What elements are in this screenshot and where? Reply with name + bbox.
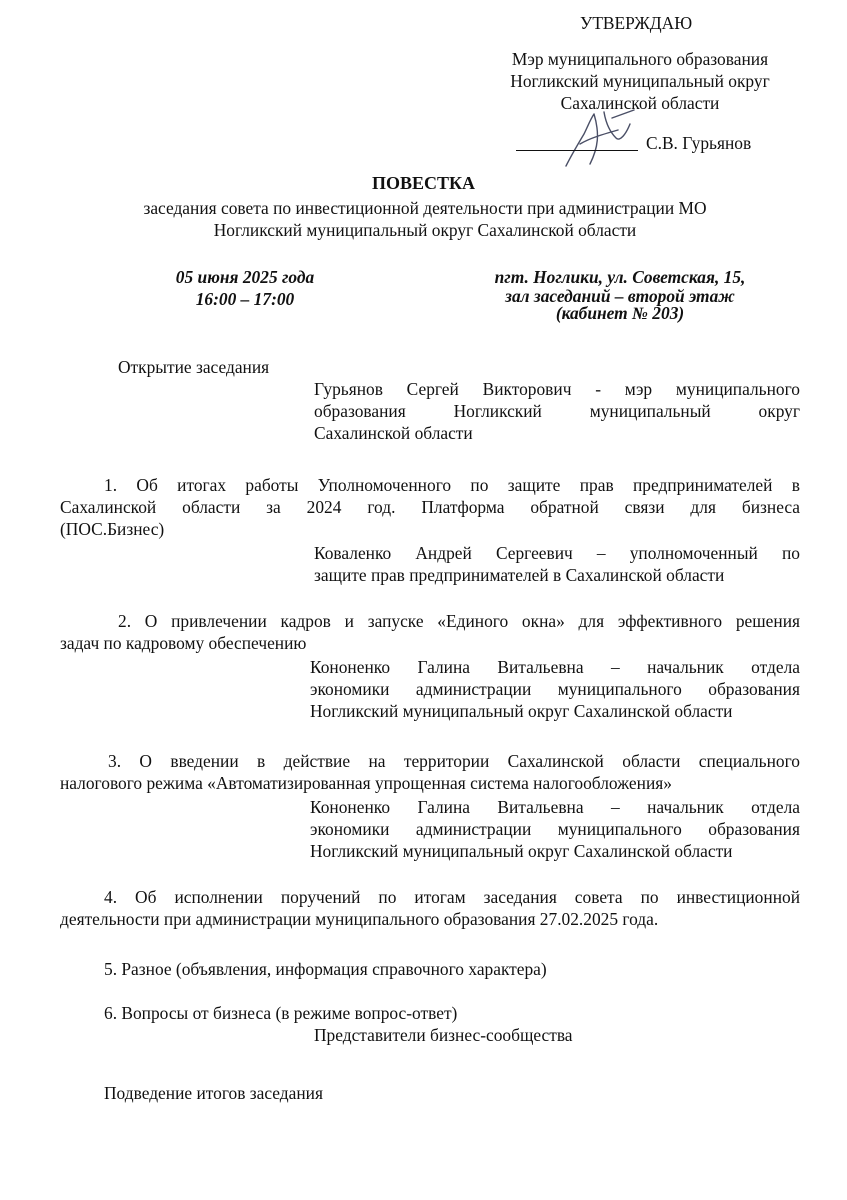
speaker-line: защите прав предпринимателей в Сахалинской области: [314, 565, 725, 585]
approval-line: Мэр муниципального образования: [511, 49, 769, 69]
subtitle-line: Ногликский муниципальный округ Сахалинской области: [213, 220, 637, 240]
item-line: деятельности при администрации муниципального образования 27.02.2025 года.: [60, 909, 659, 929]
document-subtitle: [60, 197, 790, 241]
agenda-item-3: [60, 750, 800, 794]
subtitle-line: заседания совета по инвестиционной деятельности при администрации МО: [143, 198, 707, 218]
item-6-speaker: Представители бизнес-сообщества: [314, 1025, 573, 1045]
place-line: зал заседаний – второй этаж: [505, 286, 735, 306]
item-line: 3. О введении в действие на территории Сахалинской области специального: [108, 751, 800, 771]
approval-heading: УТВЕРЖДАЮ: [580, 13, 693, 33]
opening-speaker: [314, 378, 800, 444]
agenda-item-4: [60, 886, 800, 930]
speaker-line: экономики администрации муниципального образования: [310, 679, 800, 699]
agenda-item-1: [60, 474, 800, 540]
item-3-speaker: [310, 796, 800, 862]
meeting-place: [440, 266, 800, 322]
speaker-line: Сахалинской области: [314, 423, 473, 443]
item-line: Сахалинской области за 2024 год. Платформа обратной связи для бизнеса: [60, 497, 800, 517]
item-line: 1. Об итогах работы Уполномоченного по защите прав предпринимателей в: [104, 475, 800, 495]
place-line: (кабинет № 203): [555, 303, 685, 323]
meeting-datetime: [150, 266, 340, 310]
handwritten-signature: [560, 104, 650, 174]
item-1-speaker: [314, 542, 800, 586]
speaker-line: Гурьянов Сергей Викторович - мэр муниципального: [314, 379, 800, 399]
item-line: задач по кадровому обеспечению: [60, 633, 307, 653]
signature-line: [516, 150, 638, 151]
speaker-line: Ногликский муниципальный округ Сахалинской области: [310, 701, 733, 721]
item-line: 2. О привлечении кадров и запуске «Единого окна» для эффективного решения: [118, 611, 800, 631]
item-line: налогового режима «Автоматизированная упрощенная система налогообложения»: [60, 773, 672, 793]
meeting-date: 05 июня 2025 года: [175, 267, 315, 287]
document-title: ПОВЕСТКА: [371, 173, 476, 193]
speaker-line: экономики администрации муниципального образования: [310, 819, 800, 839]
approval-signer: С.В. Гурьянов: [646, 133, 752, 153]
approval-line: Сахалинской области: [560, 93, 720, 113]
item-line: 4. Об исполнении поручений по итогам заседания совета по инвестиционной: [104, 887, 800, 907]
speaker-line: образования Ногликский муниципальный округ: [314, 401, 800, 421]
speaker-line: Ногликский муниципальный округ Сахалинской области: [310, 841, 733, 861]
agenda-item-6: 6. Вопросы от бизнеса (в режиме вопрос-ответ): [104, 1003, 458, 1023]
item-line: (ПОС.Бизнес): [60, 519, 165, 539]
agenda-item-2: [60, 610, 800, 654]
closing-label: Подведение итогов заседания: [104, 1083, 323, 1103]
speaker-line: Кононенко Галина Витальевна – начальник отдела: [310, 657, 800, 677]
agenda-item-5: 5. Разное (объявления, информация справочного характера): [104, 959, 547, 979]
speaker-line: Кононенко Галина Витальевна – начальник отдела: [310, 797, 800, 817]
item-2-speaker: [310, 656, 800, 722]
opening-label: Открытие заседания: [118, 357, 270, 377]
meeting-time: 16:00 – 17:00: [195, 289, 295, 309]
approval-line: Ногликский муниципальный округ: [510, 71, 770, 91]
speaker-line: Коваленко Андрей Сергеевич – уполномоченный по: [314, 543, 800, 563]
place-line: пгт. Ноглики, ул. Советская, 15,: [494, 267, 746, 287]
